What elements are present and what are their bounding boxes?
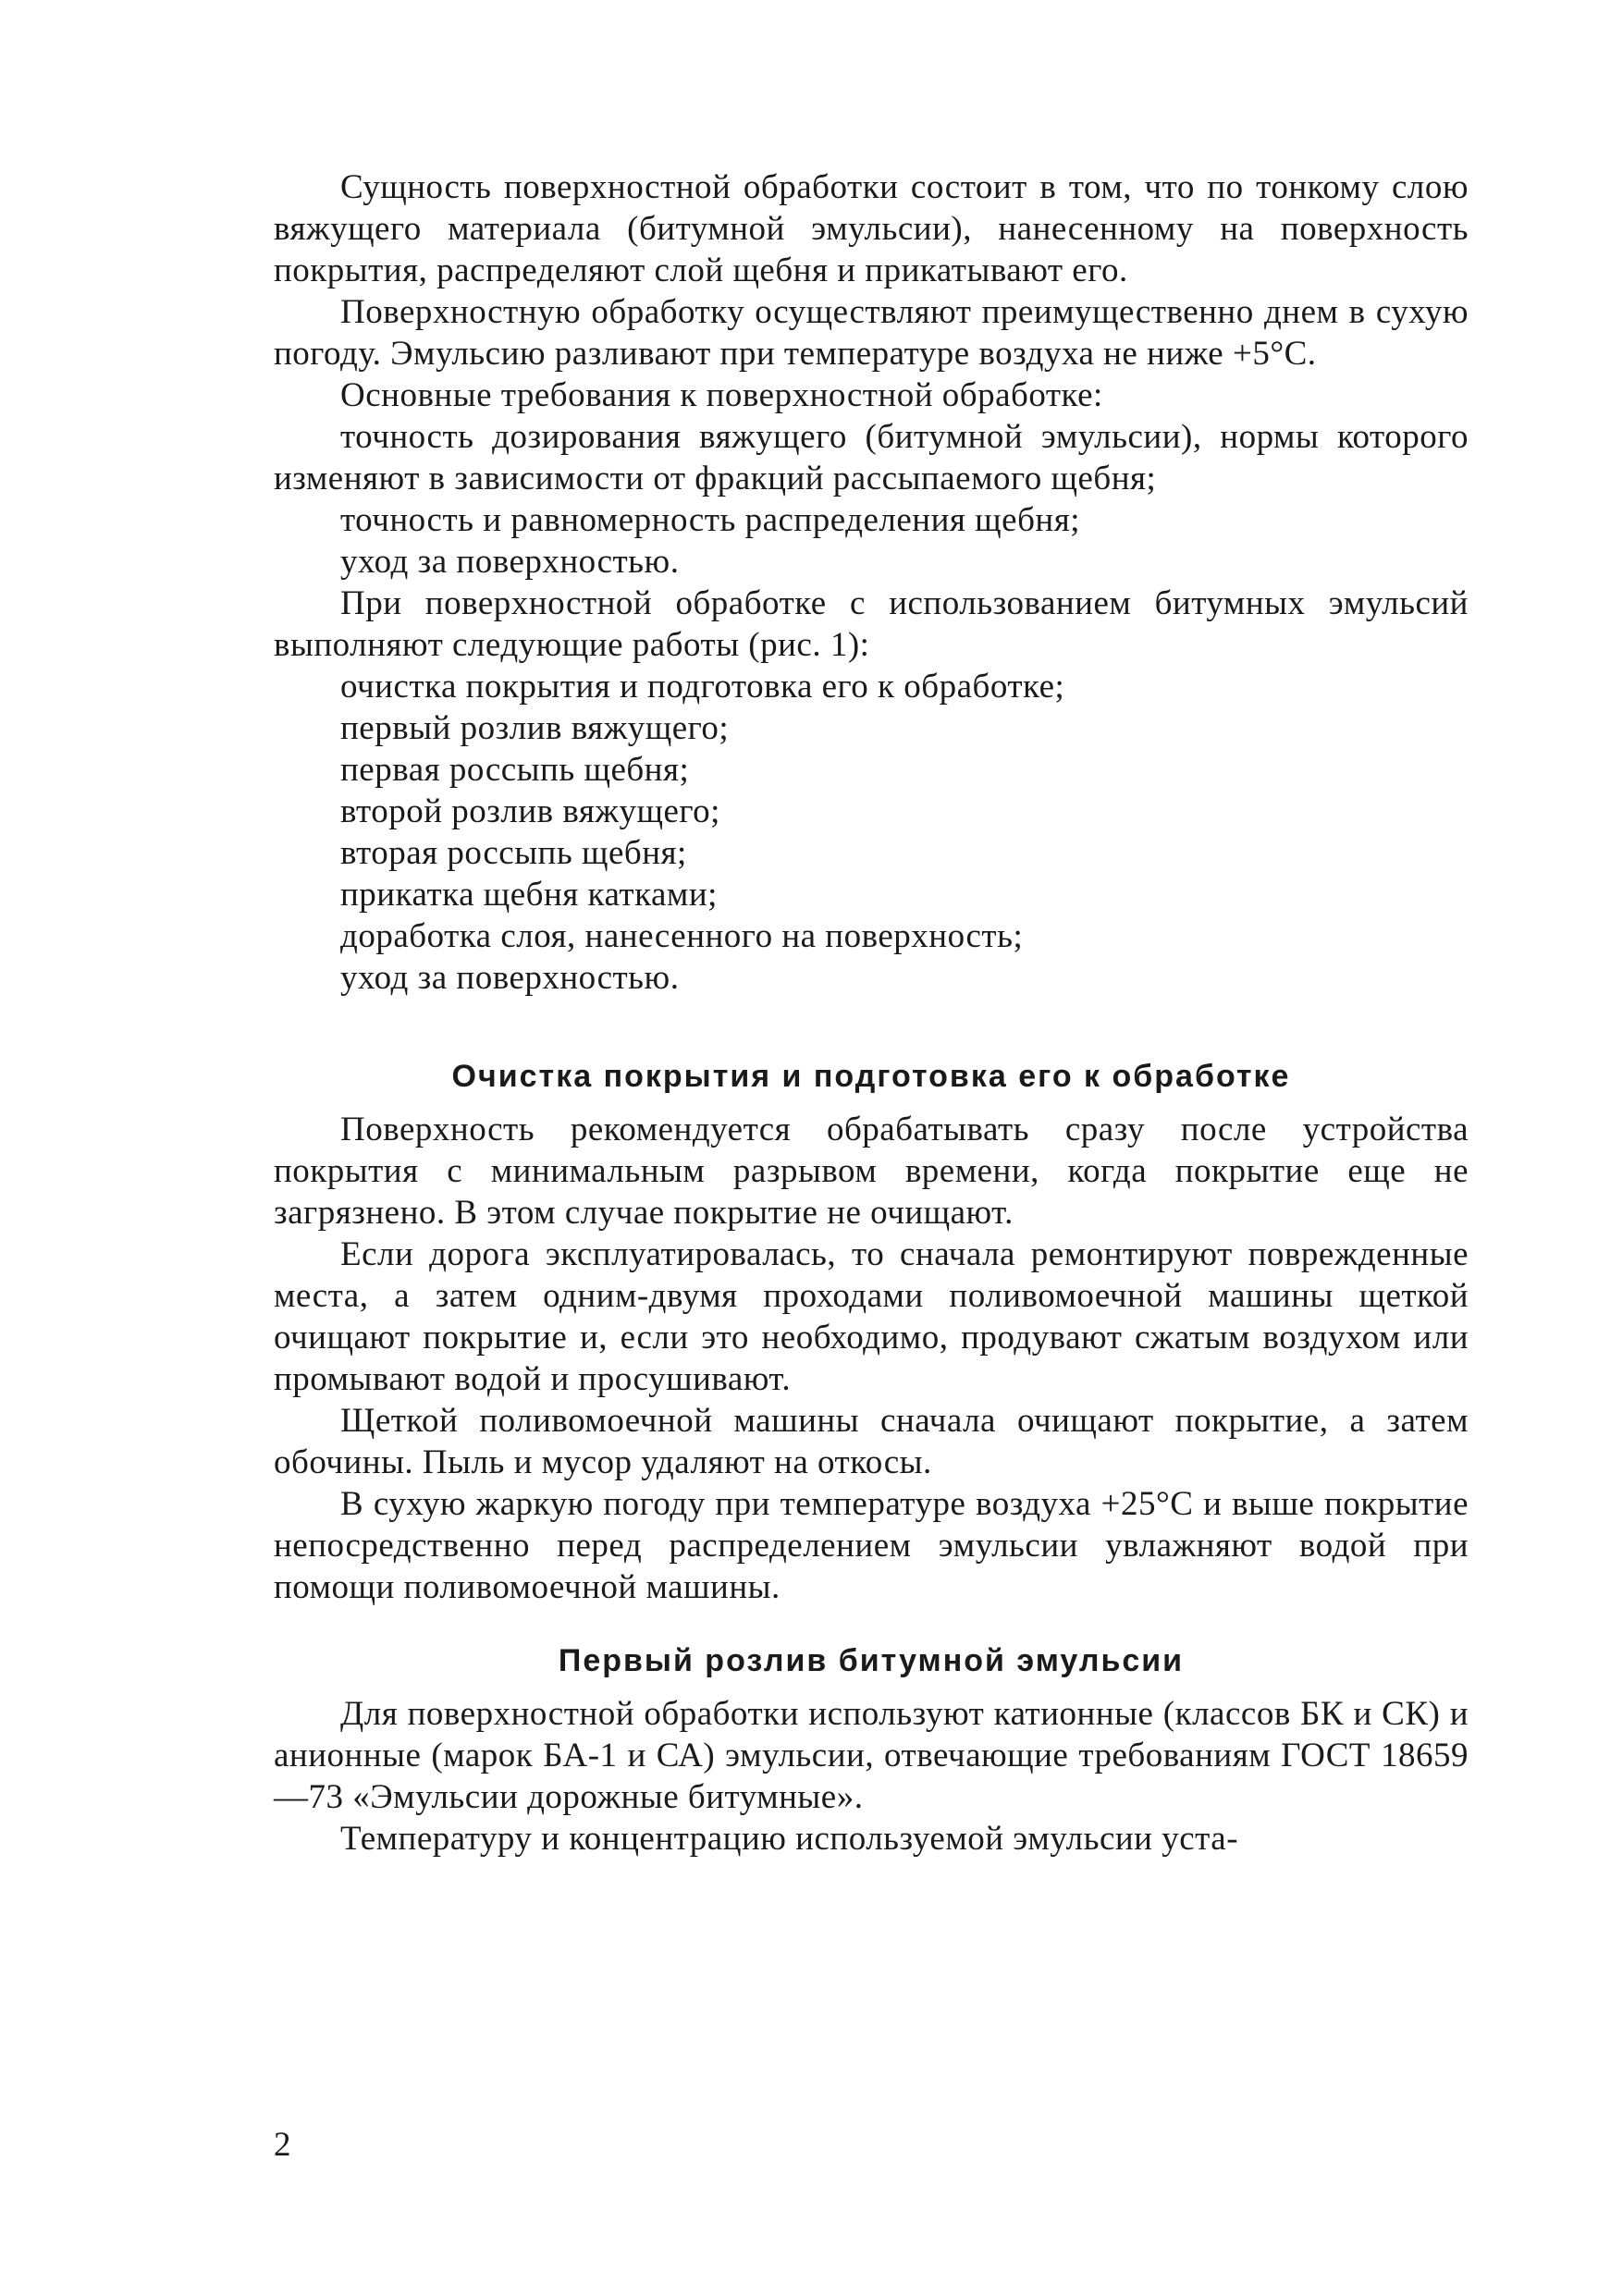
list-item: точность и равномерность распределения щебня; bbox=[340, 501, 1081, 539]
intro-paragraph-3: Основные требования к поверхностной обработке: bbox=[340, 376, 1103, 414]
list-item: вторая россыпь щебня; bbox=[340, 834, 687, 872]
list-item: очистка покрытия и подготовка его к обработке; bbox=[340, 668, 1065, 706]
cleaning-paragraph-2: Если дорога эксплуатировалась, то сначала ремонтируют поврежденные места, а затем одним-двумя проходами поливомоечной машины щеткой очищают покрытие и, если это необходимо, продувают сжатым воздухом или промывают водой и просушивают. bbox=[274, 1235, 1469, 1398]
section-heading-cleaning: Очистка покрытия и подготовка его к обработке bbox=[451, 1059, 1291, 1094]
first-spray-paragraph-1: Для поверхностной обработки используют катионные (классов БК и СК) и анионные (марок БА-1 и СА) эмульсии, отвечающие требованиям ГОСТ 18659—73 «Эмульсии дорожные битумные». bbox=[274, 1695, 1469, 1816]
list-item: уход за поверхностью. bbox=[340, 543, 680, 581]
list-item: точность дозирования вяжущего (битумной эмульсии), нормы которого изменяют в зависимости от фракций рассыпаемого щебня; bbox=[274, 418, 1469, 497]
list-item: уход за поверхностью. bbox=[340, 959, 680, 997]
cleaning-paragraph-4: В сухую жаркую погоду при температуре воздуха +25°С и выше покрытие непосредственно перед распределением эмульсии увлажняют водой при помощи поливомоечной машины. bbox=[274, 1485, 1469, 1606]
list-item: первая россыпь щебня; bbox=[340, 751, 690, 789]
intro-paragraph-1: Сущность поверхностной обработки состоит в том, что по тонкому слою вяжущего материала (битумной эмульсии), нанесенному на поверхность покрытия, распределяют слой щебня и прикатывают его. bbox=[274, 168, 1469, 289]
cleaning-paragraph-3: Щеткой поливомоечной машины сначала очищают покрытие, а затем обочины. Пыль и мусор удаляют на откосы. bbox=[274, 1402, 1469, 1481]
list-item: доработка слоя, нанесенного на поверхность; bbox=[340, 917, 1024, 955]
list-item: второй розлив вяжущего; bbox=[340, 792, 720, 830]
intro-paragraph-2: Поверхностную обработку осуществляют преимущественно днем в сухую погоду. Эмульсию разливают при температуре воздуха не ниже +5°С. bbox=[274, 293, 1469, 373]
intro-paragraph-4: При поверхностной обработке с использованием битумных эмульсий выполняют следующие работы (рис. 1): bbox=[274, 584, 1469, 664]
list-item: прикатка щебня катками; bbox=[340, 876, 718, 914]
page-body bbox=[274, 166, 1469, 1860]
page-number: 2 bbox=[274, 2126, 291, 2164]
first-spray-paragraph-2: Температуру и концентрацию используемой эмульсии уста- bbox=[340, 1820, 1239, 1858]
requirements-list bbox=[274, 416, 1469, 583]
works-list bbox=[274, 666, 1469, 999]
cleaning-paragraph-1: Поверхность рекомендуется обрабатывать сразу после устройства покрытия с минимальным разрывом времени, когда покрытие еще не загрязнено. В этом случае покрытие не очищают. bbox=[274, 1111, 1469, 1232]
list-item: первый розлив вяжущего; bbox=[340, 709, 730, 747]
section-heading-first-spray: Первый розлив битумной эмульсии bbox=[558, 1643, 1185, 1678]
